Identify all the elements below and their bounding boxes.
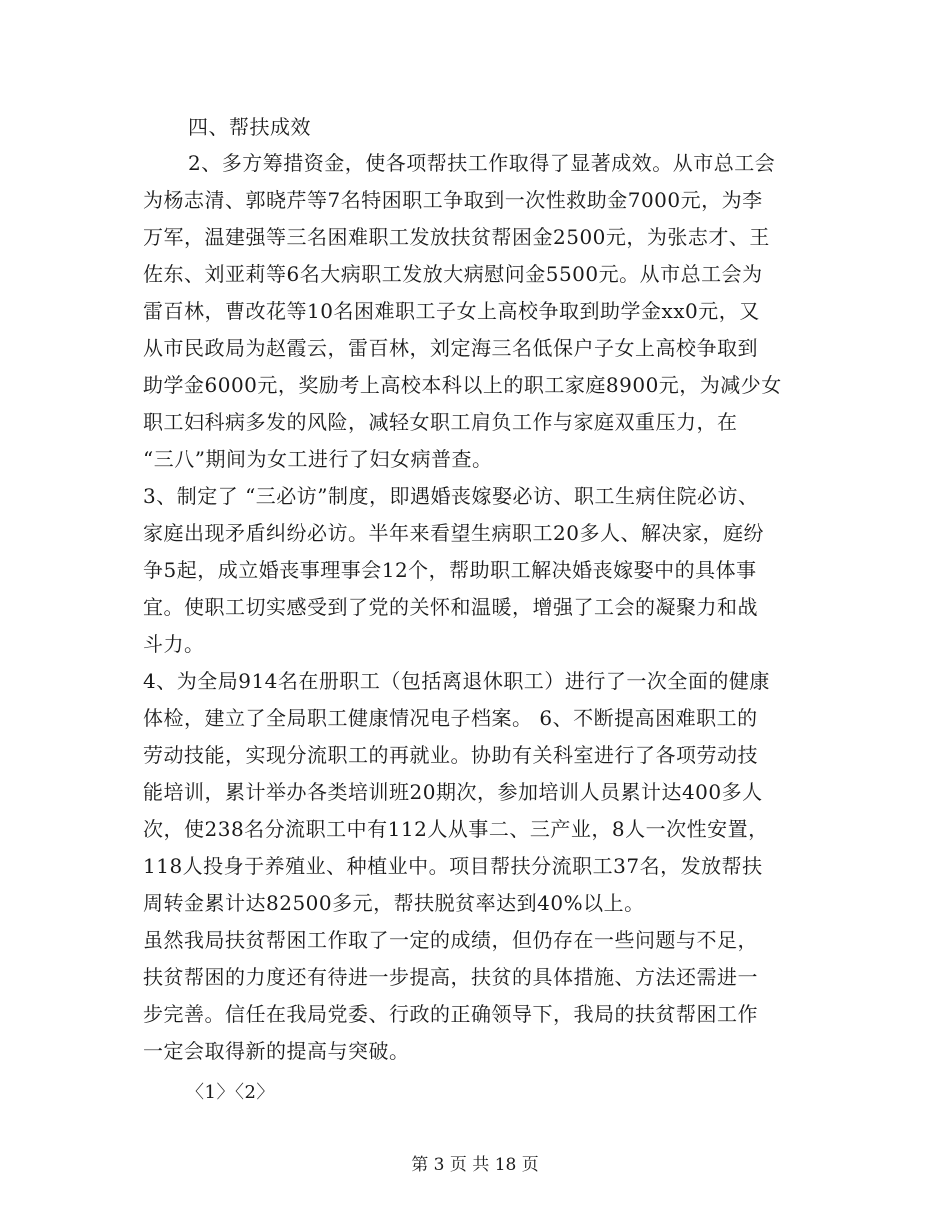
- page-links: 〈1〉〈2〉: [186, 1082, 275, 1103]
- paragraph-line: 118人投身于养殖业、种植业中。项目帮扶分流职工37名，发放帮扶: [143, 854, 763, 878]
- paragraph-line: 劳动技能，实现分流职工的再就业。协助有关科室进行了各项劳动技: [143, 743, 758, 767]
- paragraph-line: 扶贫帮困的力度还有待进一步提高，扶贫的具体措施、方法还需进一: [143, 965, 758, 989]
- paragraph-line: 能培训，累计举办各类培训班20期次，参加培训人员累计达400多人: [143, 780, 763, 804]
- paragraph-line: 4、为全局914名在册职工（包括离退休职工）进行了一次全面的健康: [143, 669, 770, 693]
- paragraph-line: 2、多方筹措资金，使各项帮扶工作取得了显著成效。从市总工会: [188, 151, 776, 175]
- paragraph-line: 虽然我局扶贫帮困工作取了一定的成绩，但仍存在一些问题与不足，: [143, 928, 758, 952]
- paragraph-line: 家庭出现矛盾纠纷必访。半年来看望生病职工20多人、解决家，庭纷: [143, 521, 764, 545]
- paragraph-line: 助学金6000元，奖励考上高校本科以上的职工家庭8900元，为减少女: [143, 373, 782, 397]
- page-number-footer: 第 3 页 共 18 页: [411, 1155, 539, 1175]
- paragraph-line: 职工妇科病多发的风险，减轻女职工肩负工作与家庭双重压力，在: [143, 410, 738, 434]
- paragraph-line: 为杨志清、郭晓芹等7名特困职工争取到一次性救助金7000元，为李: [143, 188, 763, 212]
- paragraph-line: 从市民政局为赵霞云，雷百林，刘定海三名低保户子女上高校争取到: [143, 336, 758, 360]
- section-heading: 四、帮扶成效: [188, 115, 311, 139]
- paragraph-line: 争5起，成立婚丧事理事会12个，帮助职工解决婚丧嫁娶中的具体事: [143, 558, 757, 582]
- paragraph-line: 体检，建立了全局职工健康情况电子档案。 6、不断提高困难职工的: [143, 706, 758, 730]
- paragraph-line: 佐东、刘亚莉等6名大病职工发放大病慰问金5500元。从市总工会为: [143, 262, 763, 286]
- paragraph-line: 宜。使职工切实感受到了党的关怀和温暖，增强了工会的凝聚力和战: [143, 595, 758, 619]
- paragraph-line: 雷百林，曹改花等10名困难职工子女上高校争取到助学金xx0元，又: [143, 299, 760, 323]
- paragraph-line: 3、制定了 “三必访”制度，即遇婚丧嫁娶必访、职工生病住院必访、: [143, 484, 759, 508]
- paragraph-line: 一定会取得新的提高与突破。: [143, 1039, 410, 1063]
- paragraph-line: 步完善。信任在我局党委、行政的正确领导下，我局的扶贫帮困工作: [143, 1002, 758, 1026]
- paragraph-line: “三八”期间为女工进行了妇女病普查。: [143, 447, 493, 471]
- paragraph-line: 周转金累计达82500多元，帮扶脱贫率达到40%以上。: [143, 891, 645, 915]
- paragraph-line: 斗力。: [143, 632, 205, 656]
- paragraph-line: 次，使238名分流职工中有112人从事二、三产业，8人一次性安置，: [143, 817, 769, 841]
- paragraph-line: 万军，温建强等三名困难职工发放扶贫帮困金2500元，为张志才、王: [143, 225, 770, 249]
